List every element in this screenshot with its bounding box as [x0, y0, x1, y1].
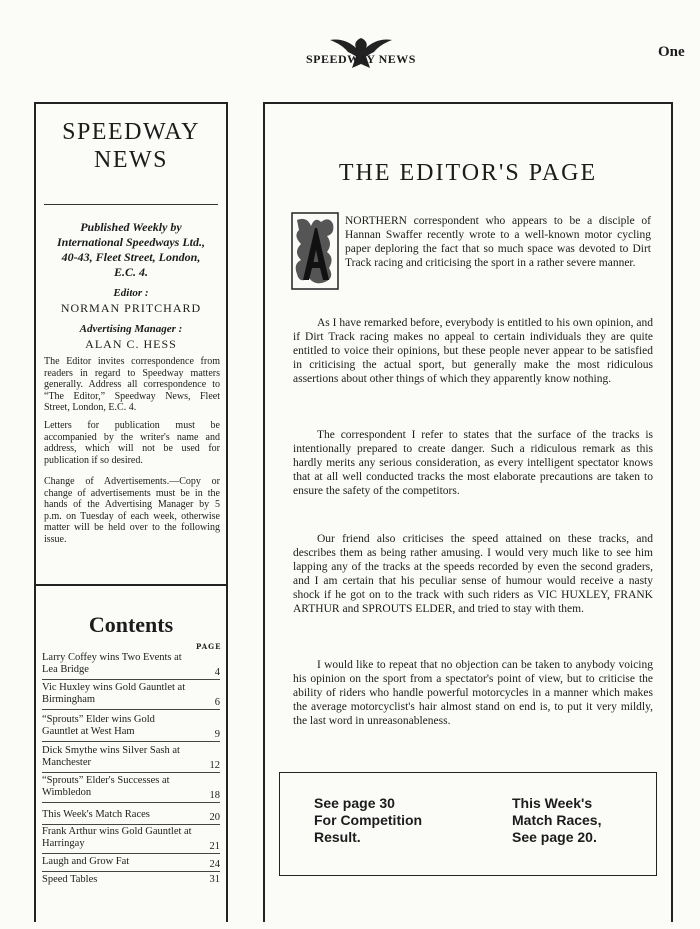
contents-title: Contents — [88, 612, 174, 637]
publication-info — [40, 220, 222, 352]
ad-manager-label: Advertising Manager : — [79, 323, 183, 335]
article-paragraph: I would like to repeat that no objection can be taken to anybody voicing his opinion on the sport from a spectator's point of view, but to criticise the ability of riders who handle powerful motorcycles in a manner which makes the average motorcyclist's hair almost stand on end is, to put it very mildly, the last word in unreasonableness. — [293, 659, 653, 727]
contents-item-title: Speed Tables — [42, 874, 98, 885]
page-number: One — [658, 44, 685, 60]
match-races-notice — [512, 795, 632, 846]
article-paragraph: Our friend also criticises the speed attained on these tracks, and describes them as being rather amusing. I would very much like to see him lapping any of the tracks at the speeds recorded by even the second graders, and I am certain that his peculiar sense of humour would receive a nasty shock if he got on to the track with such riders as VIC HUXLEY, FRANK ARTHUR and SPROUTS ELDER, and tried to stay with them. — [293, 533, 653, 615]
promo-line: This Week's — [512, 795, 593, 811]
editor-label: Editor : — [113, 287, 149, 299]
contents-item-title: Vic Huxley wins Gold Gauntlet at Birmingham — [42, 682, 186, 705]
editor-notice: The Editor invites correspondence from readers in regard to Speedway matters generally. Address all correspondence to “The Editor,” Speedway News, Fleet Street, London, E.C. 4. — [44, 356, 220, 413]
masthead — [36, 118, 226, 174]
contents-item — [42, 826, 220, 854]
contents-item-page: 21 — [209, 841, 220, 852]
masthead-line: NEWS — [94, 147, 168, 173]
contents-item — [42, 856, 220, 872]
page-column-label: PAGE — [196, 642, 222, 651]
competition-notice — [314, 795, 474, 846]
contents-item-page: 24 — [209, 859, 220, 870]
contents-item — [42, 745, 220, 773]
editor-name: NORMAN PRITCHARD — [60, 301, 202, 315]
contents-item-title: “Sprouts” Elder's Successes at Wimbledon — [42, 775, 170, 798]
contents-item — [42, 714, 220, 742]
contents-item — [42, 809, 220, 825]
article-paragraph-intro: NORTHERN correspondent who appears to be a disciple of Hannan Swaffer recently wrote to a well-known motor cycling paper deploring the fact that so much space was devoted to Dirt Track racing and criticising the sport in a rather severe manner. — [345, 215, 651, 269]
contents-item-page: 12 — [209, 760, 220, 771]
contents-item-title: “Sprouts” Elder wins Gold Gauntlet at West Ham — [42, 714, 155, 737]
ornamental-letter-a-icon — [291, 212, 339, 290]
speedway-news-logo — [296, 34, 426, 72]
publication-line: E.C. 4. — [113, 265, 148, 279]
contents-item-title: Dick Smythe wins Silver Sash at Manchester — [42, 745, 180, 768]
promo-box — [279, 772, 657, 876]
contents-item — [42, 775, 220, 803]
publication-line: Published Weekly by — [80, 220, 182, 234]
article-title: THE EDITOR'S PAGE — [338, 160, 598, 186]
article-panel — [263, 102, 673, 922]
promo-line: For Competition — [314, 812, 423, 828]
publication-line: International Speedways Ltd., — [56, 235, 205, 249]
contents-item — [42, 652, 220, 680]
promo-line: Result. — [314, 829, 361, 845]
article-paragraph: As I have remarked before, everybody is entitled to his own opinion, and if Dirt Track racing makes no appeal to certain individuals they are quite entitled to voice their opinions, but these people never appear to be satisfied in criticising the actual sport, but generally make the most ridiculous assertions about other things of which they apparently know nothing. — [293, 317, 653, 385]
divider — [44, 204, 218, 205]
divider — [36, 584, 226, 586]
contents-item-title: Frank Arthur wins Gold Gauntlet at Harringay — [42, 826, 192, 849]
contents-item-page: 20 — [209, 812, 220, 823]
contents-item-page: 9 — [214, 729, 220, 740]
promo-line: Match Races, — [512, 812, 602, 828]
logo-text: SPEEDWAY NEWS — [306, 52, 416, 66]
contents-item — [42, 874, 220, 886]
letters-notice: Letters for publication must be accompanied by the writer's name and address, which will not be used for publication if so desired. — [44, 420, 220, 466]
contents-item-page: 31 — [209, 874, 220, 885]
page-header — [0, 0, 700, 80]
contents-item-page: 18 — [209, 790, 220, 801]
contents-item-title: Laugh and Grow Fat — [42, 856, 130, 867]
promo-line: See page 20. — [512, 829, 597, 845]
contents-item-page: 4 — [214, 667, 220, 678]
article-paragraph: The correspondent I refer to states that the surface of the tracks is intentionally prepared to create danger. Such a ridiculous remark as this hardly merits any serious consideration, as every intelligent spectator knows that at all well conducted tracks the most elaborate precautions are taken to ensure the safety of the competitors. — [293, 429, 653, 497]
promo-line: See page 30 — [314, 795, 395, 811]
ad-manager-name: ALAN C. HESS — [85, 337, 177, 351]
contents-item-title: This Week's Match Races — [42, 809, 150, 820]
advertisements-notice: Change of Advertisements.—Copy or change of advertisements must be in the hands of the Advertising Manager by 5 p.m. on Tuesday of each week, otherwise matter will be held over to the following issue. — [44, 476, 220, 545]
ornamental-dropcap — [291, 212, 339, 290]
publication-line: 40-43, Fleet Street, London, — [61, 250, 201, 264]
sidebar-panel — [34, 102, 228, 922]
contents-item — [42, 682, 220, 710]
masthead-line: SPEEDWAY — [62, 119, 200, 145]
contents-item-page: 6 — [214, 697, 220, 708]
contents-item-title: Larry Coffey wins Two Events at Lea Bridge — [42, 652, 182, 675]
